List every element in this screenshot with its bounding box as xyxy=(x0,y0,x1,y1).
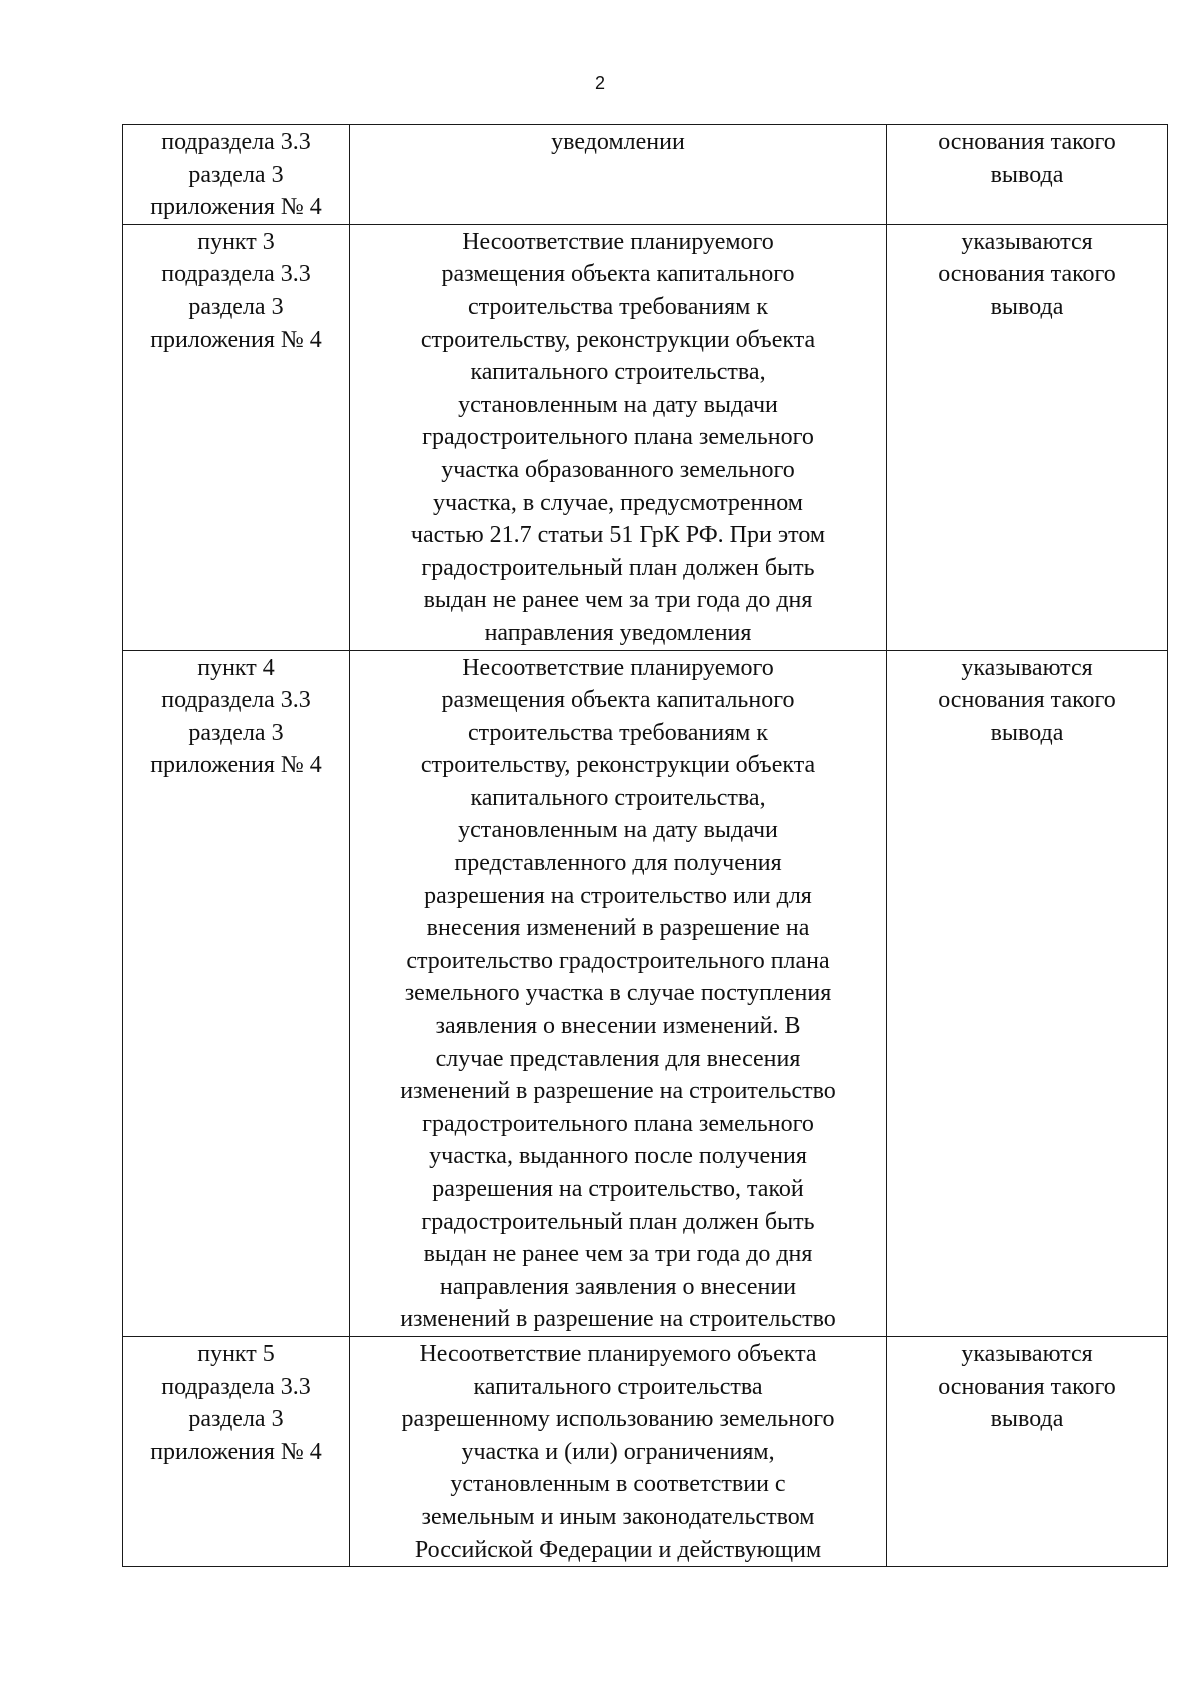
description-line: участка, в случае, предусмотренном xyxy=(433,489,803,516)
description-line: разрешения на строительство, такой xyxy=(432,1176,804,1202)
description-line: градостроительного плана земельного xyxy=(422,424,814,451)
basis-line: вывода xyxy=(990,719,1064,746)
description-line: размещения объекта капитального xyxy=(441,687,795,714)
basis-line: основания такого xyxy=(938,687,1116,714)
description-line: земельным и иным законодательством xyxy=(421,1503,815,1530)
description-line: установленным в соответствии с xyxy=(450,1471,786,1498)
basis-line: основания такого xyxy=(938,129,1116,155)
ref-line: подраздела 3.3 xyxy=(161,261,311,288)
description-line: градостроительный план должен быть xyxy=(421,1208,815,1235)
ref-line: приложения № 4 xyxy=(150,194,322,221)
description-line: Несоответствие планируемого xyxy=(462,228,774,255)
table-row xyxy=(123,650,1168,1336)
description-line: участка, выданного после получения xyxy=(429,1143,807,1170)
description-cell xyxy=(350,1336,887,1566)
basis-line: указываются xyxy=(961,1340,1093,1367)
description-line: капитального строительства, xyxy=(470,784,766,811)
ref-line: приложения № 4 xyxy=(150,326,322,353)
ref-line: раздела 3 xyxy=(188,161,284,188)
description-line: уведомлении xyxy=(551,129,685,155)
ref-line: пункт 4 xyxy=(197,654,275,681)
basis-line: вывода xyxy=(990,293,1064,320)
basis-cell xyxy=(887,1336,1168,1566)
description-line: разрешенному использованию земельного xyxy=(401,1406,835,1433)
regulation-table xyxy=(122,124,1168,1567)
description-line: изменений в разрешение на строительство xyxy=(400,1306,836,1333)
description-line: выдан не ранее чем за три года до дня xyxy=(423,587,813,614)
description-cell xyxy=(350,650,887,1336)
description-line: направления заявления о внесении xyxy=(439,1273,797,1300)
basis-line: основания такого xyxy=(938,261,1116,288)
page-number: 2 xyxy=(594,73,605,93)
table-row xyxy=(123,125,1168,225)
basis-line: вывода xyxy=(990,161,1064,188)
description-line: Российской Федерации и действующим xyxy=(414,1536,822,1563)
ref-line: приложения № 4 xyxy=(150,752,322,779)
description-cell xyxy=(350,224,887,650)
ref-line: приложения № 4 xyxy=(150,1438,322,1465)
description-line: разрешения на строительство или для xyxy=(424,882,812,909)
basis-cell xyxy=(887,650,1168,1336)
ref-line: раздела 3 xyxy=(188,293,284,320)
description-line: случае представления для внесения xyxy=(435,1045,801,1072)
description-line: Несоответствие планируемого xyxy=(462,654,774,681)
description-line: участка и (или) ограничениям, xyxy=(461,1438,775,1465)
description-line: представленного для получения xyxy=(454,850,782,877)
description-line: размещения объекта капитального xyxy=(441,261,795,288)
reference-cell xyxy=(123,224,350,650)
table-row xyxy=(123,224,1168,650)
basis-cell xyxy=(887,125,1168,225)
ref-line: пункт 5 xyxy=(197,1340,275,1367)
description-line: Несоответствие планируемого объекта xyxy=(419,1340,817,1367)
ref-line: пункт 3 xyxy=(197,228,275,255)
description-line: капитального строительства xyxy=(473,1373,763,1400)
table-body xyxy=(123,125,1168,1567)
description-cell xyxy=(350,125,887,225)
description-line: установленным на дату выдачи xyxy=(458,817,778,844)
table-row xyxy=(123,1336,1168,1566)
description-line: строительству, реконструкции объекта xyxy=(420,326,816,353)
description-line: градостроительный план должен быть xyxy=(421,554,815,581)
description-line: градостроительного плана земельного xyxy=(422,1110,814,1137)
basis-cell xyxy=(887,224,1168,650)
description-line: изменений в разрешение на строительство xyxy=(400,1078,836,1105)
description-line: строительства требованиям к xyxy=(467,719,769,746)
reference-cell xyxy=(123,1336,350,1566)
ref-line: подраздела 3.3 xyxy=(161,1373,311,1400)
basis-line: вывода xyxy=(990,1406,1064,1433)
basis-line: основания такого xyxy=(938,1373,1116,1400)
description-line: заявления о внесении изменений. В xyxy=(435,1013,801,1040)
ref-line: раздела 3 xyxy=(188,719,284,746)
description-line: строительства требованиям к xyxy=(467,293,769,320)
basis-line: указываются xyxy=(961,654,1093,681)
reference-cell xyxy=(123,125,350,225)
description-line: капитального строительства, xyxy=(470,359,766,386)
description-line: земельного участка в случае поступления xyxy=(404,980,832,1007)
basis-line: указываются xyxy=(961,228,1093,255)
ref-line: раздела 3 xyxy=(188,1406,284,1433)
description-line: направления уведомления xyxy=(484,619,752,646)
description-line: участка образованного земельного xyxy=(441,456,795,483)
ref-line: подраздела 3.3 xyxy=(161,129,311,155)
ref-line: подраздела 3.3 xyxy=(161,687,311,714)
description-line: установленным на дату выдачи xyxy=(458,391,778,418)
reference-cell xyxy=(123,650,350,1336)
description-line: строительству, реконструкции объекта xyxy=(420,752,816,779)
description-line: частью 21.7 статьи 51 ГрК РФ. При этом xyxy=(410,522,826,549)
description-line: строительство градостроительного плана xyxy=(406,947,830,974)
description-line: внесения изменений в разрешение на xyxy=(426,915,810,942)
description-line: выдан не ранее чем за три года до дня xyxy=(423,1241,813,1268)
